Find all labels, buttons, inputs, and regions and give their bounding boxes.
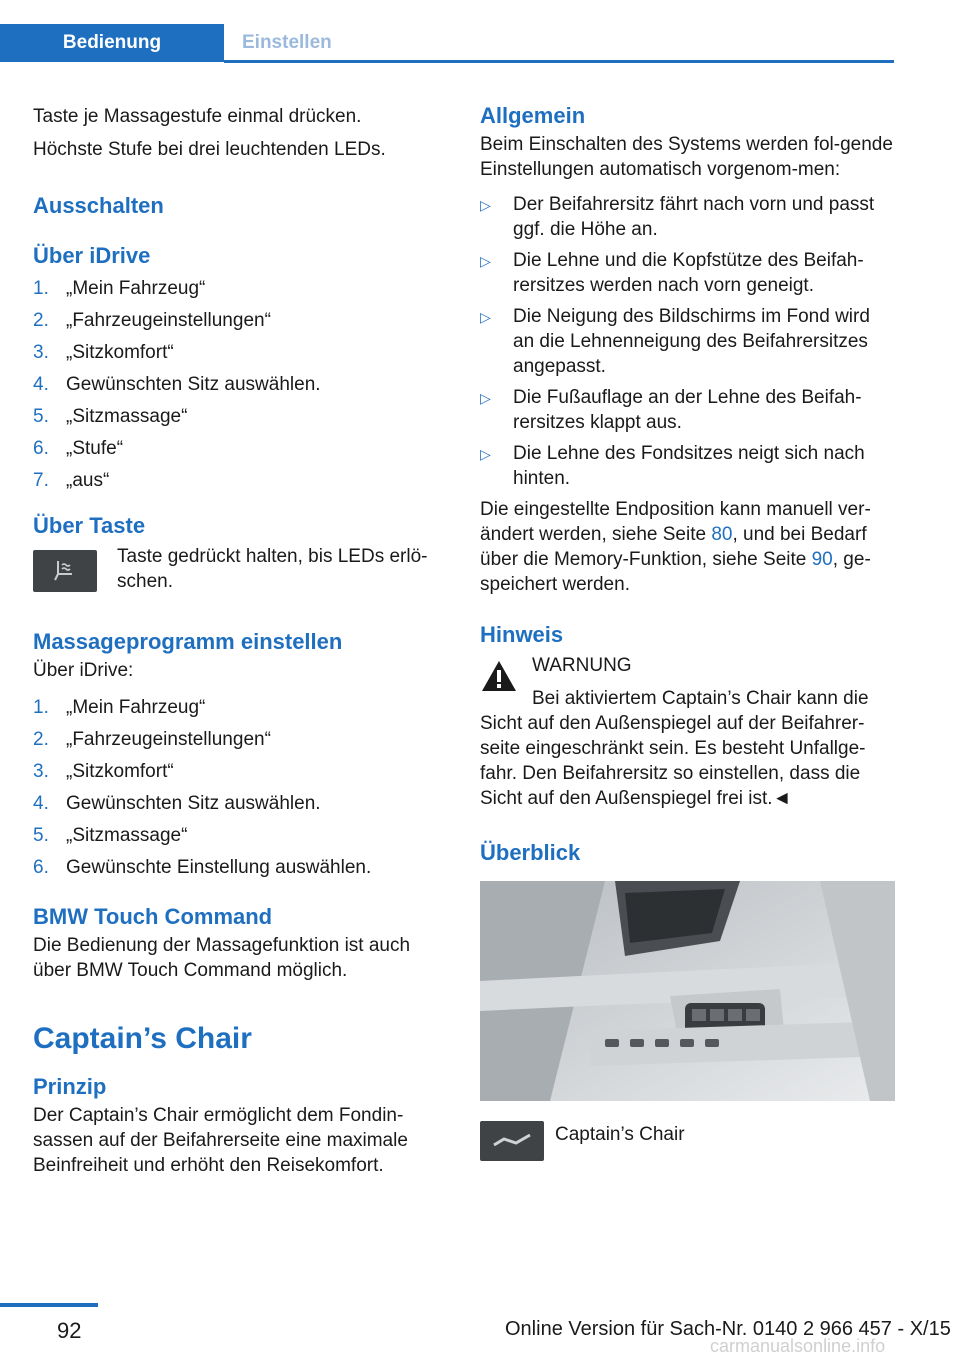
heading-touch-command: BMW Touch Command: [33, 904, 273, 929]
list-item: [33, 372, 443, 404]
taste-text: Taste gedrückt halten, bis LEDs erlö-schen.: [117, 546, 428, 592]
list-text: Gewünschten Sitz auswählen.: [66, 374, 321, 395]
list-number: 6.: [33, 857, 49, 878]
footer-rule: [0, 1303, 98, 1307]
caption-row: [480, 1121, 895, 1161]
list-text: „Sitzmassage“: [66, 406, 188, 427]
tab-einstellen[interactable]: Einstellen: [242, 32, 332, 53]
list-text: Der Beifahrersitz fährt nach vorn und passt ggf. die Höhe an.: [513, 194, 875, 240]
header-tabs: [0, 24, 332, 62]
heading-ueberblick: Überblick: [480, 840, 581, 865]
allgemein-text: Beim Einschalten des Systems werden fol-gende Einstellungen automatisch vorgenom-men:: [480, 134, 893, 180]
heading-ueber-taste: Über Taste: [33, 513, 146, 538]
list-item: [33, 436, 443, 468]
heading-hinweis: Hinweis: [480, 622, 564, 647]
list-text: Die Lehne des Fondsitzes neigt sich nach hinten.: [513, 443, 865, 489]
warning-label: WARNUNG: [532, 655, 632, 676]
list-text: „Sitzkomfort“: [66, 761, 174, 782]
touch-text: Die Bedienung der Massagefunktion ist auch über BMW Touch Command möglich.: [33, 935, 411, 981]
list-item: [33, 276, 443, 308]
list-item: [480, 192, 895, 242]
list-text: „aus“: [66, 470, 110, 491]
list-item: [33, 695, 443, 727]
endposition-text: [480, 497, 895, 597]
list-number: 3.: [33, 342, 49, 363]
heading-massageprogramm: Massageprogramm einstellen: [33, 629, 343, 654]
list-item: [480, 304, 895, 379]
list-item: [33, 727, 443, 759]
right-column: [480, 100, 895, 1161]
list-text: Die Neigung des Bildschirms im Fond wird an die Lehnenneigung des Beifahrersitzes angepasst.: [513, 306, 870, 377]
list-text: „Mein Fahrzeug“: [66, 278, 206, 299]
list-item: [33, 404, 443, 436]
list-item: [480, 248, 895, 298]
triangle-bullet-icon: ▷: [480, 309, 491, 325]
triangle-bullet-icon: ▷: [480, 253, 491, 269]
intro-line-2: Höchste Stufe bei drei leuchtenden LEDs.: [33, 139, 386, 160]
header-rule: [224, 60, 894, 63]
list-text: Die Lehne und die Kopfstütze des Beifah-rersitzes werden nach vorn geneigt.: [513, 250, 864, 296]
list-text: „Stufe“: [66, 438, 124, 459]
warning-head: [532, 653, 869, 711]
list-text: „Sitzmassage“: [66, 825, 188, 846]
list-item: [33, 340, 443, 372]
endpos-part-a: Die eingestellte Endposition kann manuell ver-ändert werden, siehe Seite: [480, 499, 871, 545]
tab-bedienung[interactable]: Bedienung: [0, 24, 224, 62]
list-text: „Sitzkomfort“: [66, 342, 174, 363]
prinzip-text: Der Captain’s Chair ermöglicht dem Fondin-sassen auf der Beifahrerseite eine maximale Beinfreiheit und erhöht den Reisekomfort.: [33, 1105, 408, 1176]
list-number: 1.: [33, 278, 49, 299]
list-text: „Mein Fahrzeug“: [66, 697, 206, 718]
list-number: 4.: [33, 793, 49, 814]
triangle-bullet-icon: ▷: [480, 446, 491, 462]
list-item: [480, 385, 895, 435]
endpos-part-b: , und bei Bedarf über die Memory-Funktion, siehe Seite: [480, 524, 867, 570]
page-link-90[interactable]: 90: [811, 549, 833, 570]
list-number: 1.: [33, 697, 49, 718]
list-number: 4.: [33, 374, 49, 395]
page-number: 92: [57, 1318, 82, 1343]
list-text: Die Fußauflage an der Lehne des Beifah-rersitzes klappt aus.: [513, 387, 862, 433]
steps-list-massage: [33, 695, 443, 887]
triangle-bullet-icon: ▷: [480, 390, 491, 406]
left-column: [33, 100, 443, 1178]
watermark: carmanualsonline.info: [710, 1336, 886, 1356]
list-item: [33, 823, 443, 855]
list-number: 7.: [33, 470, 49, 491]
door-panel-photo: [480, 881, 895, 1101]
list-text: Gewünschten Sitz auswählen.: [66, 793, 321, 814]
warning-block: [480, 653, 895, 711]
list-number: 6.: [33, 438, 49, 459]
caption-text: Captain’s Chair: [555, 1123, 685, 1145]
list-item: [33, 468, 443, 500]
list-item: [480, 441, 895, 491]
list-number: 2.: [33, 310, 49, 331]
list-number: 2.: [33, 729, 49, 750]
heading-ueber-idrive: Über iDrive: [33, 243, 151, 268]
list-item: [33, 855, 443, 887]
footer-online-version: Online Version für Sach-Nr. 0140 2 966 457 - X/15: [505, 1318, 951, 1340]
heading-allgemein: Allgemein: [480, 103, 586, 128]
list-item: [33, 791, 443, 823]
heading-ausschalten: Ausschalten: [33, 193, 164, 218]
seat-massage-button-icon: [33, 550, 97, 592]
page-link-80[interactable]: 80: [711, 524, 733, 545]
warning-first-line: Bei aktiviertem Captain’s Chair kann die: [532, 688, 869, 709]
massage-sub: Über iDrive:: [33, 660, 134, 681]
taste-row: [33, 544, 443, 594]
endpos-part-c: , ge-speichert werden.: [480, 549, 871, 595]
list-text: Gewünschte Einstellung auswählen.: [66, 857, 372, 878]
list-text: „Fahrzeugeinstellungen“: [66, 310, 271, 331]
intro-line-1: Taste je Massagestufe einmal drücken.: [33, 106, 362, 127]
triangle-bullet-icon: ▷: [480, 197, 491, 213]
list-item: [33, 308, 443, 340]
warning-text: Sicht auf den Außenspiegel auf der Beifahrer-seite eingeschränkt sein. Es besteht Unfallge-fahr. Den Beifahrersitz so einstellen, dass die Sicht auf den Außenspiegel frei ist.◄: [480, 713, 866, 809]
heading-prinzip: Prinzip: [33, 1074, 107, 1099]
list-item: [33, 759, 443, 791]
list-number: 5.: [33, 825, 49, 846]
list-number: 3.: [33, 761, 49, 782]
captains-chair-button-icon: [480, 1121, 544, 1161]
list-number: 5.: [33, 406, 49, 427]
warning-triangle-icon: [480, 653, 520, 711]
heading-captains-chair: Captain’s Chair: [33, 1022, 252, 1055]
settings-bullet-list: [480, 192, 895, 491]
steps-list-ausschalten: [33, 276, 443, 500]
list-text: „Fahrzeugeinstellungen“: [66, 729, 271, 750]
